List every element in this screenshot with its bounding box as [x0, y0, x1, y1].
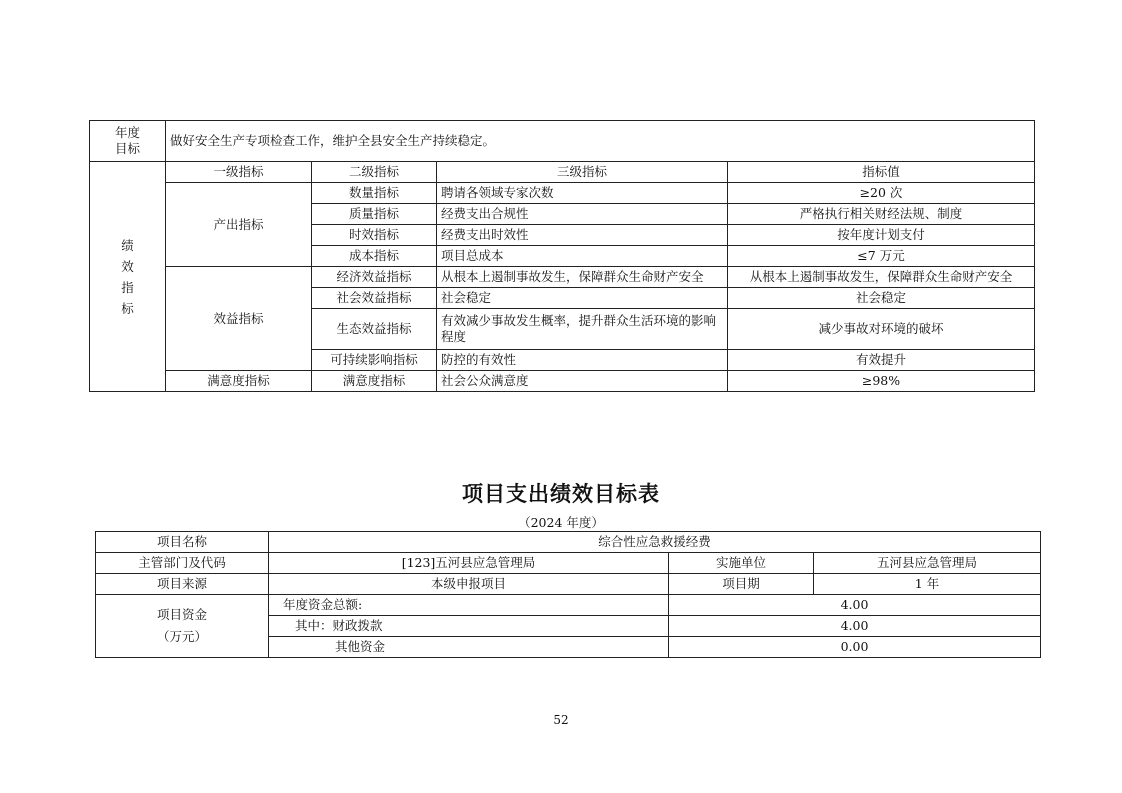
level2-cell: 可持续影响指标 — [312, 350, 437, 371]
source-row — [96, 574, 1041, 595]
table-row — [90, 267, 1035, 288]
value-cell: ≥20 次 — [728, 183, 1035, 204]
value-cell: 从根本上遏制事故发生，保障群众生命财产安全 — [728, 267, 1035, 288]
project-period-label: 项目期 — [669, 574, 814, 595]
value-cell: 有效提升 — [728, 350, 1035, 371]
header-level3: 三级指标 — [437, 162, 728, 183]
performance-indicator-table — [89, 120, 1035, 392]
project-name-label: 项目名称 — [96, 532, 269, 553]
level3-cell: 防控的有效性 — [437, 350, 728, 371]
annual-goal-label: 年度 目标 — [90, 121, 166, 162]
fund-other-value: 0.00 — [669, 637, 1041, 658]
department-row — [96, 553, 1041, 574]
header-level2: 二级指标 — [312, 162, 437, 183]
header-value: 指标值 — [728, 162, 1035, 183]
level3-cell: 经费支出合规性 — [437, 204, 728, 225]
level3-cell: 有效减少事故发生概率，提升群众生活环境的影响程度 — [437, 309, 728, 350]
fund-fiscal-label: 其中：财政拨款 — [269, 616, 669, 637]
level2-cell: 社会效益指标 — [312, 288, 437, 309]
level2-cell: 数量指标 — [312, 183, 437, 204]
level3-cell: 从根本上遏制事故发生，保障群众生命财产安全 — [437, 267, 728, 288]
level3-cell: 社会公众满意度 — [437, 371, 728, 392]
department-value: [123]五河县应急管理局 — [269, 553, 669, 574]
value-cell: ≥98% — [728, 371, 1035, 392]
level2-cell: 生态效益指标 — [312, 309, 437, 350]
project-name-row — [96, 532, 1041, 553]
department-label: 主管部门及代码 — [96, 553, 269, 574]
implementing-unit-value: 五河县应急管理局 — [814, 553, 1041, 574]
annual-goal-row — [90, 121, 1035, 162]
output-indicator-label: 产出指标 — [166, 183, 312, 267]
header-level1: 一级指标 — [166, 162, 312, 183]
implementing-unit-label: 实施单位 — [669, 553, 814, 574]
benefit-indicator-label: 效益指标 — [166, 267, 312, 371]
level2-cell: 时效指标 — [312, 225, 437, 246]
level2-cell: 质量指标 — [312, 204, 437, 225]
level3-cell: 项目总成本 — [437, 246, 728, 267]
value-cell: 社会稳定 — [728, 288, 1035, 309]
project-info-table — [95, 531, 1041, 658]
document-title: 项目支出绩效目标表 — [462, 482, 660, 506]
value-cell: 减少事故对环境的破坏 — [728, 309, 1035, 350]
project-period-value: 1 年 — [814, 574, 1041, 595]
page-number: 52 — [553, 713, 569, 727]
table-row — [90, 371, 1035, 392]
level2-cell: 满意度指标 — [312, 371, 437, 392]
fund-total-label: 年度资金总额: — [269, 595, 669, 616]
fund-total-row — [96, 595, 1041, 616]
fund-total-value: 4.00 — [669, 595, 1041, 616]
fund-other-label: 其他资金 — [269, 637, 669, 658]
table-row — [90, 183, 1035, 204]
indicator-header-row — [90, 162, 1035, 183]
level3-cell: 社会稳定 — [437, 288, 728, 309]
document-year: （2024 年度） — [518, 515, 604, 530]
satisfaction-indicator-label: 满意度指标 — [166, 371, 312, 392]
level2-cell: 成本指标 — [312, 246, 437, 267]
level3-cell: 经费支出时效性 — [437, 225, 728, 246]
project-source-label: 项目来源 — [96, 574, 269, 595]
project-fund-label: 项目资金 （万元） — [96, 595, 269, 658]
fund-fiscal-value: 4.00 — [669, 616, 1041, 637]
project-name-value: 综合性应急救援经费 — [269, 532, 1041, 553]
project-source-value: 本级申报项目 — [269, 574, 669, 595]
value-cell: ≤7 万元 — [728, 246, 1035, 267]
level2-cell: 经济效益指标 — [312, 267, 437, 288]
value-cell: 按年度计划支付 — [728, 225, 1035, 246]
level3-cell: 聘请各领域专家次数 — [437, 183, 728, 204]
value-cell: 严格执行相关财经法规、制度 — [728, 204, 1035, 225]
indicator-group-label: 绩效指标 — [90, 162, 166, 392]
annual-goal-text: 做好安全生产专项检查工作，维护全县安全生产持续稳定。 — [166, 121, 1035, 162]
